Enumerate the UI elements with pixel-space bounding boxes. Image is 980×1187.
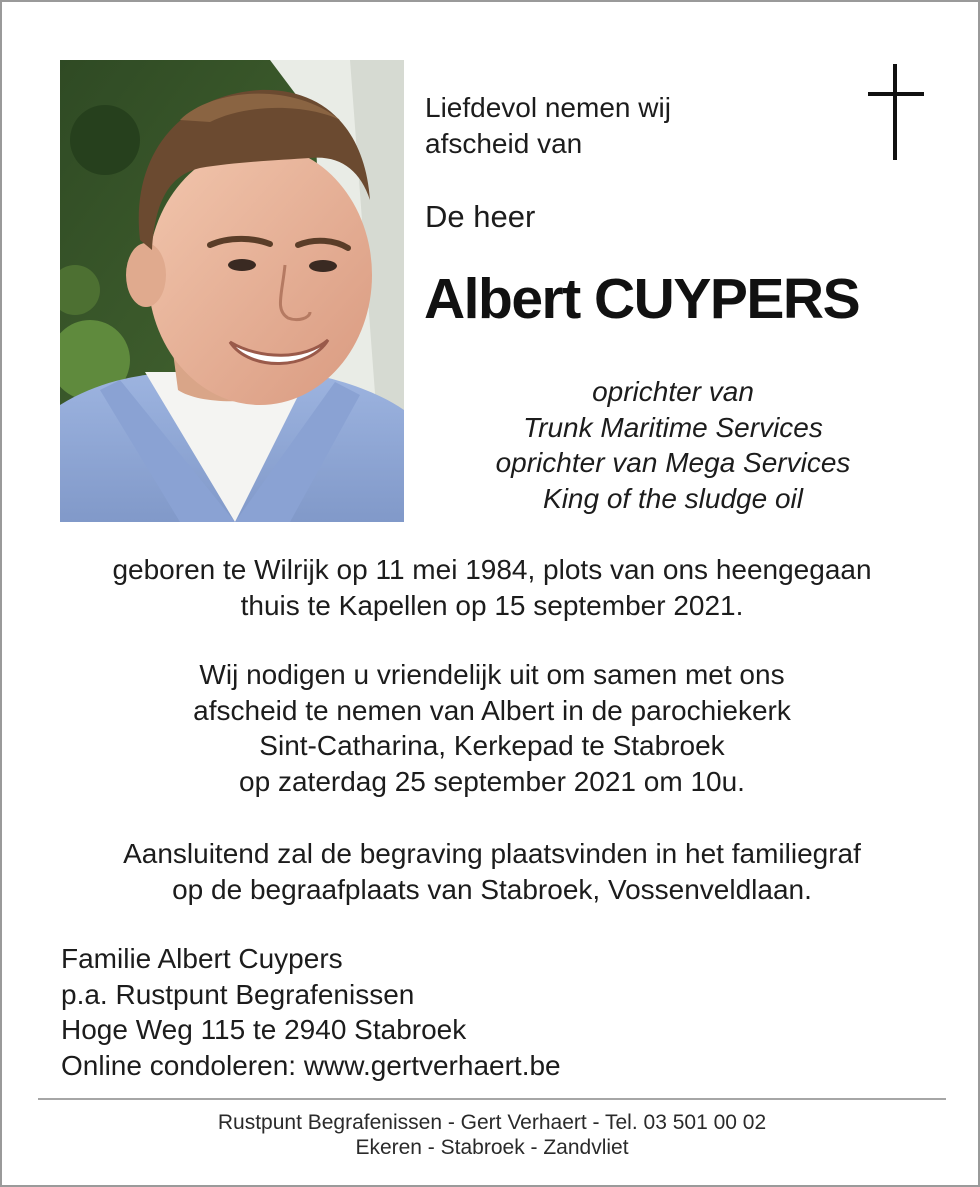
text-line: Aansluitend zal de begraving plaatsvinden in het familiegraf xyxy=(123,838,861,869)
role-line: Trunk Maritime Services xyxy=(523,411,823,443)
family-line: p.a. Rustpunt Begrafenissen xyxy=(61,978,415,1010)
text-line: afscheid te nemen van Albert in de parochiekerk xyxy=(193,694,791,726)
footer-line: Rustpunt Begrafenissen - Gert Verhaert - Tel. 03 501 00 02 xyxy=(217,1111,767,1134)
text-line: Wij nodigen u vriendelijk uit om samen met ons xyxy=(199,659,785,690)
ceremony-text xyxy=(32,657,952,799)
role-line: oprichter van Mega Services xyxy=(495,447,851,478)
role-line: oprichter van xyxy=(592,376,754,407)
condolence-link[interactable]: Online condoleren: www.gertverhaert.be xyxy=(61,1049,561,1081)
text-line: geboren te Wilrijk op 11 mei 1984, plots van ons heengegaan xyxy=(112,554,872,585)
text-line: thuis te Kapellen op 15 september 2021. xyxy=(240,589,744,621)
deceased-name: Albert CUYPERS xyxy=(424,267,860,331)
intro-line: Liefdevol nemen wij xyxy=(425,92,671,123)
footer-divider xyxy=(38,1098,946,1100)
family-contact xyxy=(61,941,561,1083)
intro-line: afscheid van xyxy=(425,128,583,159)
birth-death-text xyxy=(32,552,952,623)
intro-text xyxy=(425,90,671,162)
role-line: King of the sludge oil xyxy=(543,482,803,514)
cross-icon xyxy=(866,64,926,162)
text-line: Sint-Catharina, Kerkepad te Stabroek xyxy=(259,730,725,761)
honorific-title: De heer xyxy=(425,199,536,234)
roles-list xyxy=(442,374,904,516)
text-line: op zaterdag 25 september 2021 om 10u. xyxy=(239,765,745,797)
text-line: op de begraafplaats van Stabroek, Vossenveldlaan. xyxy=(172,873,812,905)
footer-line: Ekeren - Stabroek - Zandvliet xyxy=(355,1136,629,1159)
funeral-home-footer xyxy=(32,1110,952,1160)
portrait-photo xyxy=(60,60,404,522)
family-line: Familie Albert Cuypers xyxy=(61,943,343,974)
burial-text xyxy=(32,836,952,907)
family-line: Hoge Weg 115 te 2940 Stabroek xyxy=(61,1014,467,1045)
